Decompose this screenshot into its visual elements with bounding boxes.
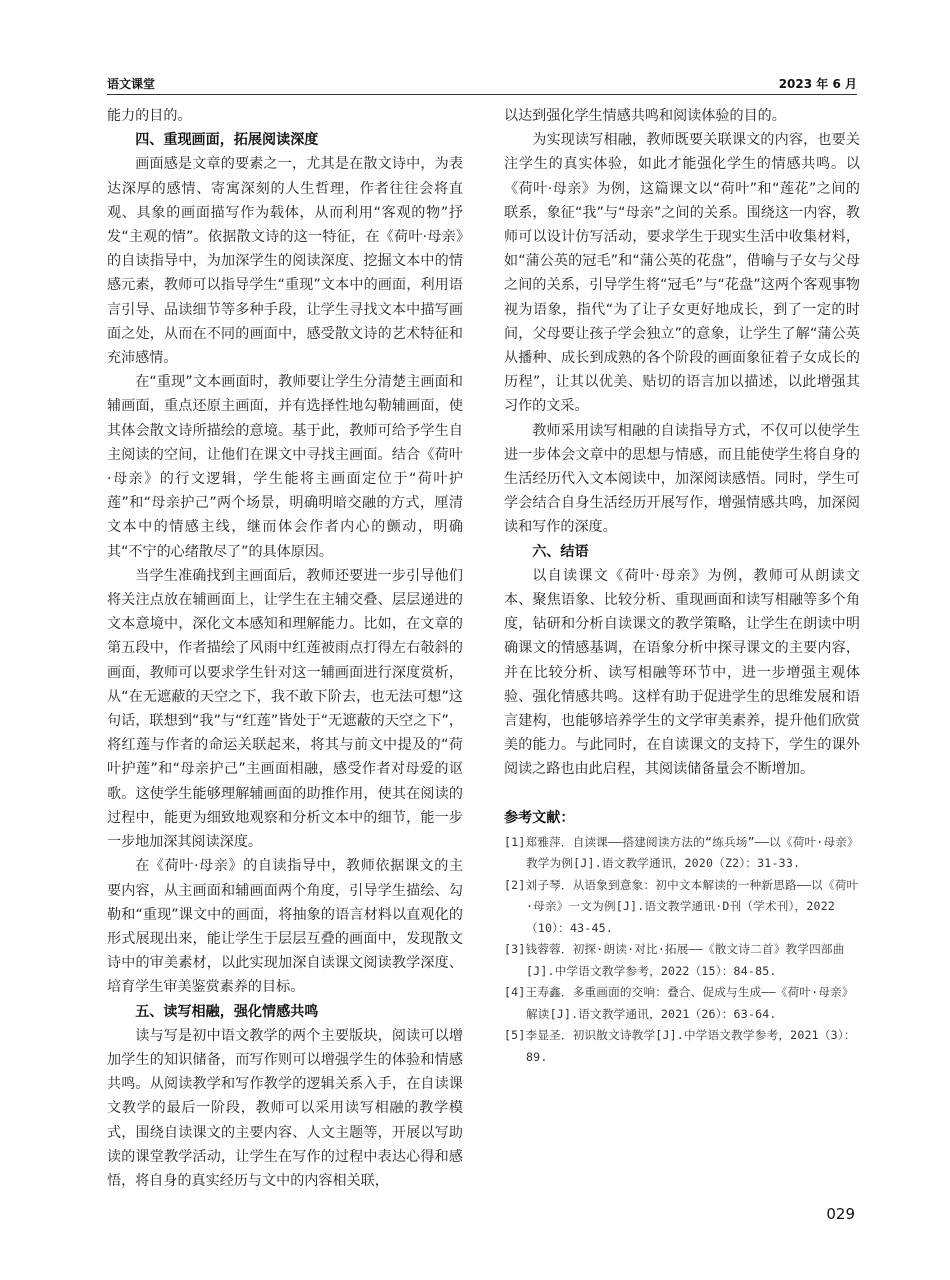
page-header bbox=[107, 72, 857, 94]
body-paragraph: 在《荷叶·母亲》的自读指导中，教师依据课文的主要内容，从主画面和辅画面两个角度，引导学生描绘、勾勒和“重现”课文中的画面，将抽象的语言材料以直观化的形式展现出来，能让学生于层层互叠的画面中，发现散文诗中的审美素材，以此实现加深自读课文阅读教学深度、培育学生审美鉴赏素养的目标。 bbox=[107, 858, 463, 996]
body-paragraph: 教师采用读写相融的自读指导方式，不仅可以使学生进一步体会文章中的思想与情感，而且能使学生将自身的生活经历代入文本阅读中，加深阅读感悟。同时，学生可学会结合自身生活经历开展写作，增强情感共鸣，加深阅读和写作的深度。 bbox=[504, 422, 860, 536]
header-divider bbox=[107, 94, 857, 95]
body-paragraph: 画面感是文章的要素之一，尤其是在散文诗中，为表达深厚的感情、寄寓深刻的人生哲理，作者往往会将直观、具象的画面描写作为载体，从而利用“客观的物”抒发“主观的情”。依据散文诗的这一特征，在《荷叶·母亲》的自读指导中，为加深学生的阅读深度、挖掘文本中的情感元素，教师可以指导学生“重现”文本中的画面，利用语言引导、品读细节等多种手段，让学生寻找文本中描写画面之处，从而在不同的画面中，感受散文诗的艺术特征和充沛感情。 bbox=[107, 156, 463, 367]
body-paragraph: 当学生准确找到主画面后，教师还要进一步引导他们将关注点放在辅画面上，让学生在主辅交叠、层层递进的文本意境中，深化文本感知和理解能力。比如，在文章的第五段中，作者描绘了风雨中红莲被雨点打得左右攲斜的画面，教师可以要求学生针对这一辅画面进行深度赏析，从“在无遮蔽的天空之下，我不敢下阶去，也无法可想”这句话，联想到“我”与“红莲”皆处于“无遮蔽的天空之下”，将红莲与作者的命运关联起来，将其与前文中提及的“荷叶护莲”和“母亲护己”主画面相融，感受作者对母爱的讴歌。这使学生能够理解辅画面的助推作用，使其在阅读的过程中，能更为细致地观察和分析文本中的细节，能一步一步地加深其阅读深度。 bbox=[107, 567, 463, 851]
right-column-body bbox=[504, 104, 860, 782]
body-paragraph: 在“重现”文本画面时，教师要让学生分清楚主画面和辅画面，重点还原主画面，并有选择性地勾勒辅画面，使其体会散文诗所描绘的意境。基于此，教师可给予学生自主阅读的空间，让他们在课文中寻找主画面。结合《荷叶·母亲》的行文逻辑，学生能将主画面定位于“荷叶护莲”和“母亲护己”两个场景，明确明暗交融的方式，厘清文本中的情感主线，继而体会作者内心的颤动，明确其“不宁的心绪散尽了”的具体原因。 bbox=[107, 374, 463, 560]
body-paragraph: 以自读课文《荷叶·母亲》为例，教师可从朗读文本、聚焦语象、比较分析、重现画面和读写相融等多个角度，钻研和分析自读课文的教学策略，让学生在朗读中明确课文的情感基调，在语象分析中探寻课文的主要内容，并在比较分析、读写相融等环节中，进一步增强主观体验、强化情感共鸣。这样有助于促进学生的思维发展和语言建构，也能够培养学生的文学审美素养，提升他们欣赏美的能力。与此同时，在自读课文的支持下，学生的课外阅读之路也由此启程，其阅读储备量会不断增加。 bbox=[504, 567, 860, 778]
references-list bbox=[504, 832, 860, 1069]
reference-item: [3]钱蓉蓉．初探·朗读·对比·拓展——《散文诗二首》教学四部曲[J].中学语文教学参考，2022（15）：84-85. bbox=[504, 942, 845, 978]
journal-section-title: 语文课堂 bbox=[107, 76, 156, 91]
body-paragraph: 读与写是初中语文教学的两个主要版块，阅读可以增加学生的知识储备，而写作则可以增强学生的体验和情感共鸣。从阅读教学和写作教学的逻辑关系入手，在自读课文教学的最后一阶段，教师可以采用读写相融的教学模式，围绕自读课文的主要内容、人文主题等，开展以写助读的课堂教学活动，让学生在写作的过程中表达心得和感悟，将自身的真实经历与文中的内容相关联， bbox=[107, 1027, 463, 1189]
body-paragraph: 能力的目的。 bbox=[107, 108, 192, 124]
issue-date: 2023 年 6 月 bbox=[778, 76, 857, 91]
body-paragraph: 以达到强化学生情感共鸣和阅读体验的目的。 bbox=[504, 108, 786, 124]
reference-item: [5]李显圣．初识散文诗教学[J].中学语文教学参考，2021（3）：89. bbox=[504, 1028, 856, 1064]
reference-item: [4]王寿鑫．多重画面的交响：叠合、促成与生成——《荷叶·母亲》解读[J].语文教学通讯，2021（26）：63-64. bbox=[504, 985, 854, 1021]
section-heading: 六、结语 bbox=[532, 543, 589, 560]
left-column bbox=[107, 104, 463, 1193]
references-title: 参考文献： bbox=[504, 809, 575, 826]
section-heading: 四、重现画面，拓展阅读深度 bbox=[135, 132, 319, 149]
right-column bbox=[504, 104, 860, 1068]
reference-item: [2]刘子琴．从语象到意象：初中文本解读的一种新思路——以《荷叶·母亲》一文为例[J].语文教学通讯·D刊（学术刊），2022（10）：43-45. bbox=[504, 877, 859, 935]
section-heading: 五、读写相融，强化情感共鸣 bbox=[135, 1003, 319, 1020]
body-paragraph: 为实现读写相融，教师既要关联课文的内容，也要关注学生的真实体验，如此才能强化学生的情感共鸣。以《荷叶·母亲》为例，这篇课文以“荷叶”和“莲花”之间的联系，象征“我”与“母亲”之间的关系。围绕这一内容，教师可以设计仿写活动，要求学生于现实生活中收集材料，如“蒲公英的冠毛”和“蒲公英的花盘”，借喻与子女与父母之间的关系，引导学生将“冠毛”与“花盘”这两个客观事物视为语象，指代“为了让子女更好地成长，到了一定的时间，父母要让孩子学会独立”的意象，让学生了解“蒲公英从播种、成长到成熟的各个阶段的画面象征着子女成长的历程”，让其以优美、贴切的语言加以描述，以此增强其习作的文采。 bbox=[504, 132, 860, 415]
page-number: 029 bbox=[826, 1205, 855, 1223]
reference-item: [1]郑雅萍．自读课——搭建阅读方法的“练兵场”——以《荷叶·母亲》教学为例[J].语文教学通讯，2020（Z2）：31-33. bbox=[504, 834, 859, 871]
